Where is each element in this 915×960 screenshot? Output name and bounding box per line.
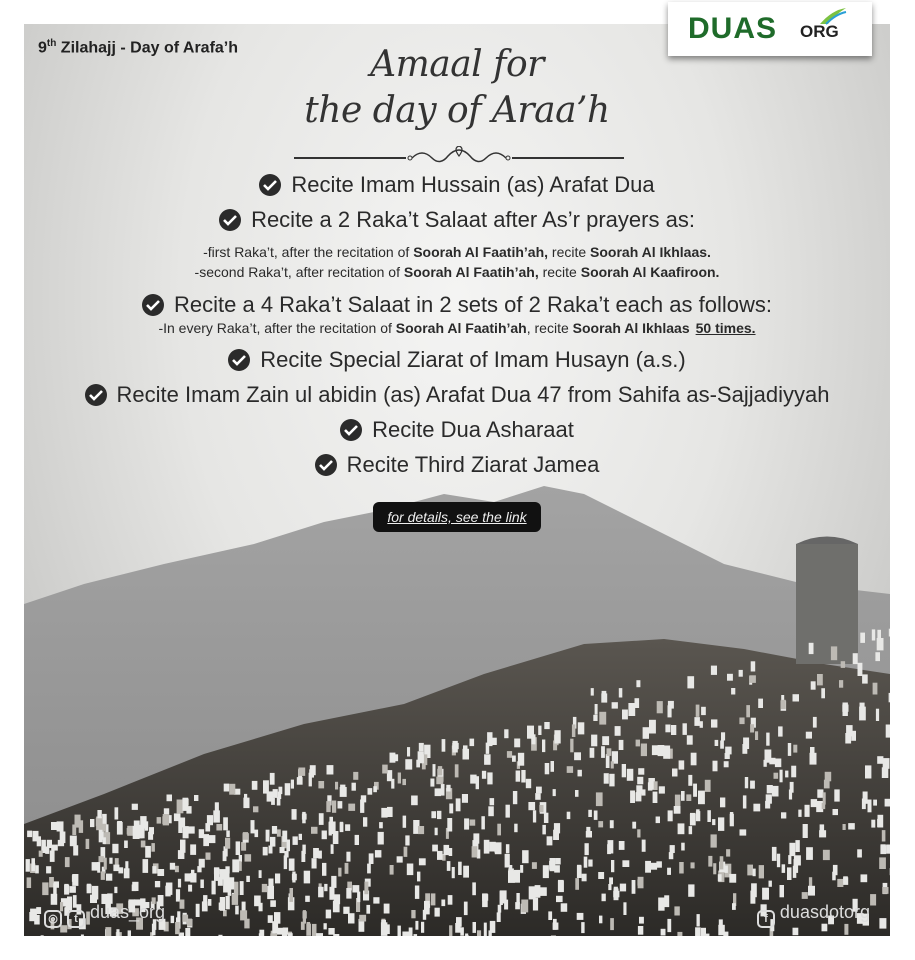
amaal-item-5 bbox=[24, 382, 890, 408]
amaal-item-2 bbox=[24, 207, 890, 233]
social-right bbox=[757, 902, 870, 928]
check-circle-icon bbox=[219, 209, 241, 231]
item-label: Recite Dua Asharaat bbox=[372, 417, 574, 442]
amaal-item-6 bbox=[24, 417, 890, 443]
check-circle-icon bbox=[142, 294, 164, 316]
item-label: Recite a 2 Raka’t Salaat after As’r prayers as: bbox=[251, 207, 695, 232]
date-day: 9 bbox=[38, 39, 47, 57]
duas-org-logo[interactable] bbox=[668, 2, 872, 56]
check-circle-icon bbox=[259, 174, 281, 196]
logo-suffix: ORG bbox=[800, 22, 839, 41]
amaal-item-7 bbox=[24, 452, 890, 478]
details-link-button[interactable]: for details, see the link bbox=[373, 502, 541, 532]
title-line-2: the day of Araa’h bbox=[304, 90, 610, 131]
title-line-1: Amaal for bbox=[370, 44, 544, 85]
item-label: Recite Special Ziarat of Imam Husayn (a.s.) bbox=[260, 347, 686, 372]
instruction-every-rakat: -In every Raka’t, after the recitation of Soorah Al Faatih’ah, recite Soorah Al Ikhlaas 50 times. bbox=[158, 320, 756, 336]
social-handle-right[interactable]: duasdotorg bbox=[779, 902, 870, 922]
twitter-icon[interactable]: t bbox=[67, 910, 85, 928]
check-circle-icon bbox=[228, 349, 250, 371]
instagram-icon[interactable]: ◎ bbox=[44, 910, 62, 928]
date-ordinal: th bbox=[46, 38, 57, 49]
item-label: Recite Imam Zain ul abidin (as) Arafat Dua 47 from Sahifa as-Sajjadiyyah bbox=[116, 382, 830, 407]
amaal-item-4 bbox=[24, 347, 890, 373]
fifty-times-emphasis: 50 times. bbox=[695, 320, 756, 336]
logo-text: DUAS bbox=[688, 12, 778, 45]
instruction-first-rakat: -first Raka’t, after the recitation of Soorah Al Faatih’ah, recite Soorah Al Ikhlaas. bbox=[203, 244, 711, 260]
logo-swoosh-icon bbox=[818, 6, 848, 26]
social-left bbox=[44, 902, 165, 928]
instruction-second-rakat: -second Raka’t, after recitation of Soorah Al Faatih’ah, recite Soorah Al Kaafiroon. bbox=[194, 264, 720, 280]
check-circle-icon bbox=[340, 419, 362, 441]
item-label: Recite Third Ziarat Jamea bbox=[346, 452, 600, 477]
facebook-icon[interactable]: f bbox=[757, 910, 775, 928]
ornament-divider-icon bbox=[294, 146, 624, 170]
social-handle-left[interactable]: duas_org bbox=[90, 902, 166, 922]
poster bbox=[24, 24, 890, 936]
amaal-item-1 bbox=[24, 172, 890, 198]
item-label: Recite a 4 Raka’t Salaat in 2 sets of 2 Raka’t each as follows: bbox=[174, 292, 772, 317]
date-text: Zilahajj - Day of Arafa’h bbox=[56, 39, 239, 57]
check-circle-icon bbox=[315, 454, 337, 476]
amaal-item-3 bbox=[24, 292, 890, 318]
check-circle-icon bbox=[85, 384, 107, 406]
item-label: Recite Imam Hussain (as) Arafat Dua bbox=[291, 172, 655, 197]
